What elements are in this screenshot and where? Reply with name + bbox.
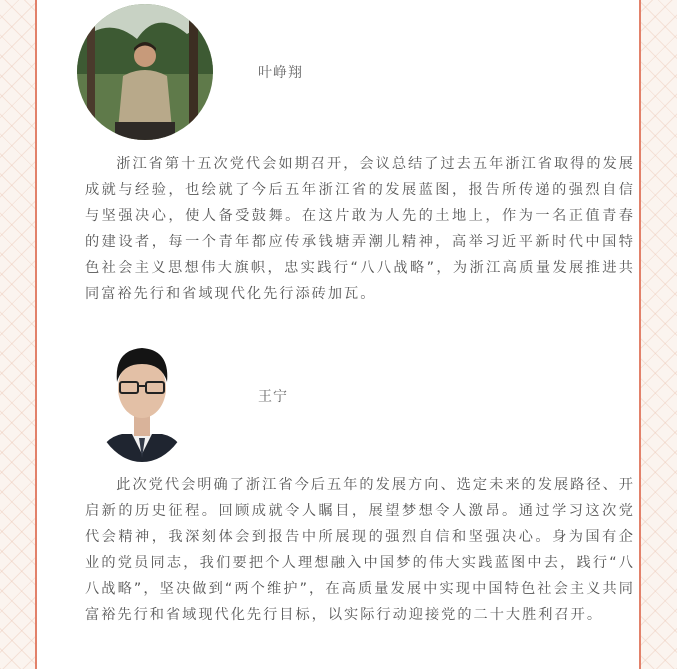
profile-text-2: 此次党代会明确了浙江省今后五年的发展方向、选定未来的发展路径、开启新的历史征程。回顾成就令人瞩目，展望梦想令人激昂。通过学习这次党代会精神，我深刻体会到报告中所展现的强烈自信和坚强决心。身为国有企业的党员同志，我们要把个人理想融入中国梦的伟大实践蓝图中去，践行“八八战略”，坚决做到“两个维护”，在高质量发展中实现中国特色社会主义共同富裕先行和省域现代化先行目标，以实际行动迎接党的二十大胜利召开。	[85, 477, 635, 623]
article-card	[35, 0, 641, 669]
avatar-photo-2	[92, 326, 192, 462]
profile-name-2: 王宁	[258, 389, 288, 405]
avatar-photo-1	[77, 4, 213, 140]
profile-name-1: 叶峥翔	[258, 65, 303, 81]
profile-text-1: 浙江省第十五次党代会如期召开，会议总结了过去五年浙江省取得的发展成就与经验，也绘就了今后五年浙江省的发展蓝图，报告所传递的强烈自信与坚强决心，使人备受鼓舞。在这片敢为人先的土地上，作为一名正值青春的建设者，每一个青年都应传承钱塘弄潮儿精神，高举习近平新时代中国特色社会主义思想伟大旗帜，忠实践行“八八战略”，为浙江高质量发展推进共同富裕先行和省域现代化先行添砖加瓦。	[85, 156, 635, 302]
